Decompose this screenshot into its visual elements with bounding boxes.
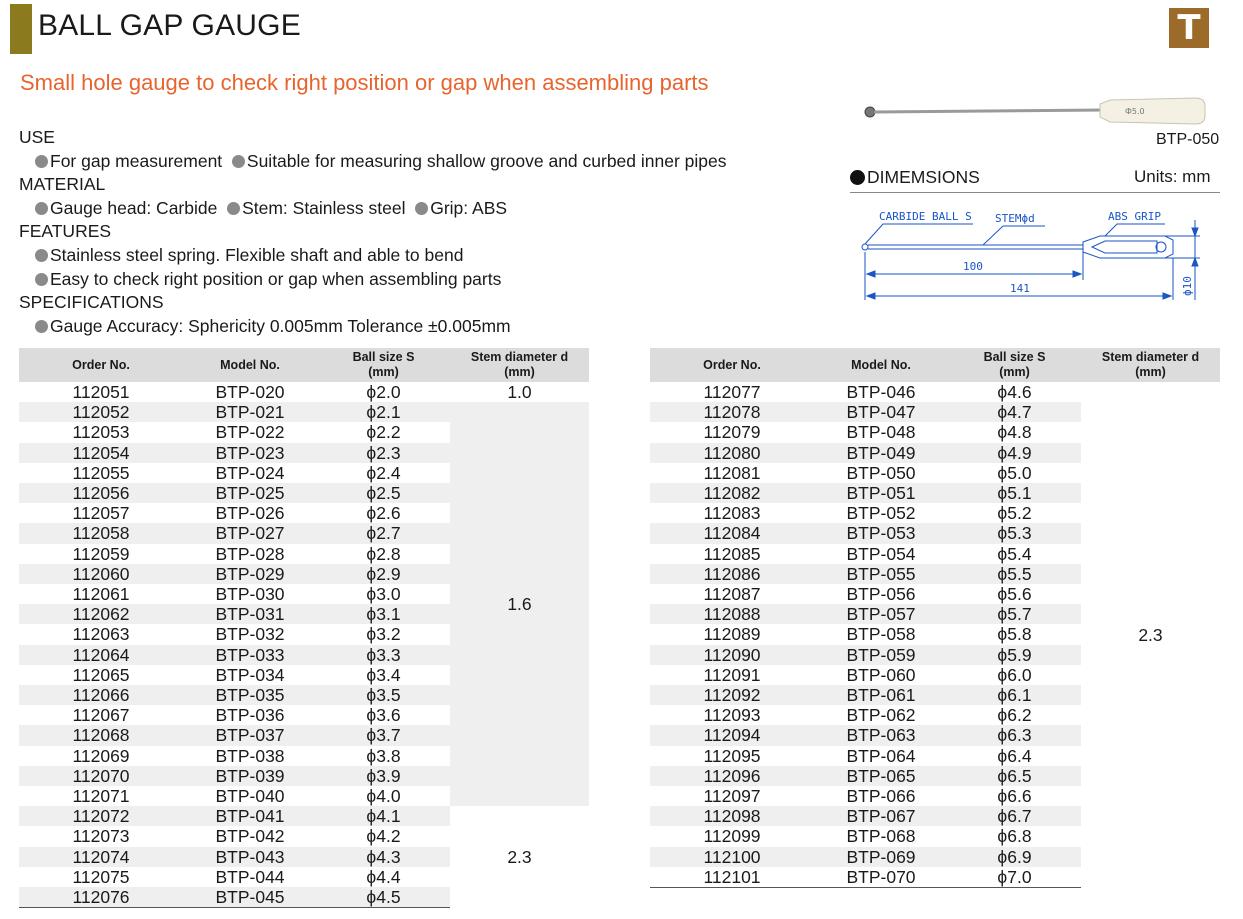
stem-column-header: Stem diameter d (mm) — [450, 348, 589, 382]
order-number-cell: 112071 — [72, 786, 130, 807]
model-number-cell: BTP-067 — [814, 806, 948, 826]
model-number-cell: BTP-029 — [183, 564, 317, 584]
table-header-row — [19, 348, 589, 382]
ball-size-cell: ϕ4.9 — [948, 443, 1081, 463]
model-number-cell: BTP-060 — [846, 664, 916, 685]
model-number-cell: BTP-062 — [846, 705, 916, 726]
order-number-cell: 112051 — [72, 382, 130, 402]
ball-size-cell: ϕ4.6 — [997, 382, 1032, 402]
length-141-label: 141 — [1010, 282, 1030, 295]
model-number-cell: BTP-068 — [846, 826, 916, 847]
model-number-cell: BTP-065 — [814, 766, 948, 786]
model-number-cell: BTP-056 — [846, 584, 916, 605]
ball-size-cell: ϕ4.0 — [366, 786, 401, 807]
order-number-cell: 112058 — [19, 523, 183, 543]
model-column-header: Model No. — [183, 348, 317, 382]
order-number-cell: 112074 — [19, 847, 183, 867]
ball-size-cell: ϕ2.7 — [317, 523, 450, 543]
order-number-cell: 112087 — [703, 584, 761, 605]
ball-size-cell: ϕ3.2 — [366, 624, 401, 645]
bullet-icon — [35, 155, 48, 168]
order-number-cell: 112054 — [19, 443, 183, 463]
order-number-cell: 112086 — [650, 564, 814, 584]
model-number-cell: BTP-036 — [215, 705, 285, 726]
ball-size-cell: ϕ5.5 — [948, 564, 1081, 584]
stem-diameter-cell: 2.3 — [1081, 382, 1220, 888]
ball-size-cell: ϕ5.4 — [997, 543, 1032, 564]
model-number-cell: BTP-044 — [215, 866, 285, 887]
order-number-cell: 112056 — [19, 483, 183, 503]
ball-size-cell: ϕ3.5 — [317, 685, 450, 705]
model-number-cell: BTP-035 — [183, 685, 317, 705]
feature-item — [19, 268, 727, 292]
grip-diameter-label: ϕ10 — [1181, 276, 1194, 296]
order-number-cell: 112096 — [650, 766, 814, 786]
ball-size-cell: ϕ5.6 — [997, 584, 1032, 605]
dimension-diagram — [855, 200, 1205, 310]
table-row — [19, 806, 589, 826]
ball-size-cell: ϕ3.7 — [317, 725, 450, 745]
features-heading: FEATURES — [19, 221, 112, 242]
material-heading: MATERIAL — [19, 174, 106, 195]
ball-size-cell: ϕ2.2 — [366, 422, 401, 443]
spec-text: Gauge Accuracy: Sphericity 0.005mm Tolerance ±0.005mm — [50, 315, 511, 336]
left-product-table — [19, 348, 589, 908]
ball-size-cell: ϕ6.2 — [997, 705, 1032, 726]
ball-size-cell: ϕ5.3 — [948, 523, 1081, 543]
order-number-cell: 112081 — [703, 462, 761, 483]
grip-label: ABS GRIP — [1108, 210, 1161, 223]
product-photo-label: BTP-050 — [1156, 131, 1220, 148]
bullet-icon — [850, 170, 865, 185]
table-row — [19, 382, 589, 402]
order-number-cell: 112059 — [72, 543, 130, 564]
ball-size-cell: ϕ4.3 — [317, 847, 450, 867]
feature-text: Easy to check right position or gap when assembling parts — [50, 268, 502, 289]
ball-size-cell: ϕ4.2 — [366, 826, 401, 847]
material-line — [19, 197, 727, 221]
ball-size-cell: ϕ5.8 — [997, 624, 1032, 645]
model-number-cell: BTP-054 — [846, 543, 916, 564]
model-number-cell: BTP-063 — [814, 725, 948, 745]
model-number-cell: BTP-028 — [215, 543, 285, 564]
material-item: Grip: ABS — [430, 197, 508, 218]
ball-size-cell: ϕ5.9 — [948, 645, 1081, 665]
ball-size-cell: ϕ2.3 — [317, 443, 450, 463]
order-number-cell: 112084 — [650, 523, 814, 543]
bullet-icon — [227, 202, 240, 215]
ball-size-cell: ϕ2.6 — [366, 503, 401, 524]
order-column-header: Order No. — [650, 348, 814, 382]
ball-size-cell: ϕ6.6 — [997, 786, 1032, 807]
model-number-cell: BTP-034 — [215, 664, 285, 685]
specifications-heading: SPECIFICATIONS — [19, 292, 164, 313]
model-number-cell: BTP-043 — [183, 847, 317, 867]
ball-size-cell: ϕ6.0 — [997, 664, 1032, 685]
title-accent-bar — [10, 4, 32, 54]
order-number-cell: 112094 — [650, 725, 814, 745]
order-number-cell: 112080 — [650, 443, 814, 463]
order-number-cell: 112057 — [72, 503, 130, 524]
ball-size-cell: ϕ3.9 — [317, 766, 450, 786]
table-header-row — [650, 348, 1220, 382]
model-number-cell: BTP-021 — [183, 402, 317, 422]
model-number-cell: BTP-031 — [183, 604, 317, 624]
model-number-cell: BTP-045 — [183, 887, 317, 908]
model-number-cell: BTP-053 — [814, 523, 948, 543]
model-number-cell: BTP-030 — [215, 584, 285, 605]
ball-size-cell: ϕ4.1 — [317, 806, 450, 826]
ball-size-cell: ϕ4.7 — [948, 402, 1081, 422]
model-number-cell: BTP-025 — [183, 483, 317, 503]
order-number-cell: 112098 — [650, 806, 814, 826]
units-label: Units: mm — [1134, 167, 1211, 186]
stem-column-header: Stem diameter d (mm) — [1081, 348, 1220, 382]
order-number-cell: 112090 — [650, 645, 814, 665]
order-number-cell: 112101 — [650, 867, 814, 888]
ball-size-cell: ϕ6.5 — [948, 766, 1081, 786]
order-number-cell: 112064 — [19, 645, 183, 665]
model-number-cell: BTP-049 — [814, 443, 948, 463]
model-number-cell: BTP-050 — [846, 462, 916, 483]
model-number-cell: BTP-058 — [846, 624, 916, 645]
ball-size-cell: ϕ6.1 — [948, 685, 1081, 705]
model-number-cell: BTP-033 — [183, 645, 317, 665]
order-number-cell: 112072 — [19, 806, 183, 826]
model-number-cell: BTP-066 — [846, 786, 916, 807]
model-number-cell: BTP-059 — [814, 645, 948, 665]
ball-size-cell: ϕ7.0 — [948, 867, 1081, 888]
order-number-cell: 112068 — [19, 725, 183, 745]
stem-diameter-cell: 2.3 — [450, 806, 589, 908]
spec-item — [19, 315, 727, 339]
model-number-cell: BTP-070 — [814, 867, 948, 888]
order-number-cell: 112088 — [650, 604, 814, 624]
order-number-cell: 112067 — [72, 705, 130, 726]
ball-size-cell: ϕ2.1 — [317, 402, 450, 422]
order-column-header: Order No. — [19, 348, 183, 382]
order-number-cell: 112066 — [19, 685, 183, 705]
order-number-cell: 112079 — [703, 422, 761, 443]
order-number-cell: 112061 — [72, 584, 130, 605]
use-line — [19, 150, 727, 174]
ball-size-cell: ϕ5.1 — [948, 483, 1081, 503]
ball-size-cell: ϕ6.3 — [948, 725, 1081, 745]
order-number-cell: 112082 — [650, 483, 814, 503]
ball-size-cell: ϕ6.7 — [948, 806, 1081, 826]
model-number-cell: BTP-026 — [215, 503, 285, 524]
order-number-cell: 112091 — [703, 664, 761, 685]
use-heading: USE — [19, 127, 55, 147]
ball-size-cell: ϕ6.4 — [997, 745, 1032, 766]
page-subtitle: Small hole gauge to check right position or gap when assembling parts — [20, 70, 709, 95]
length-100-label: 100 — [963, 260, 983, 273]
order-number-cell: 112095 — [703, 745, 761, 766]
ball-size-cell: ϕ2.9 — [317, 564, 450, 584]
page-title: BALL GAP GAUGE — [38, 9, 301, 42]
dimensions-heading — [850, 167, 980, 188]
order-number-cell: 112077 — [703, 382, 761, 402]
order-number-cell: 112076 — [19, 887, 183, 908]
model-number-cell: BTP-039 — [183, 766, 317, 786]
order-number-cell: 112053 — [72, 422, 130, 443]
order-number-cell: 112097 — [703, 786, 761, 807]
right-product-table — [650, 348, 1220, 888]
ball-size-cell: ϕ4.4 — [366, 866, 401, 887]
bullet-icon — [415, 202, 428, 215]
order-number-cell: 112083 — [703, 503, 761, 524]
order-number-cell: 112065 — [72, 664, 130, 685]
ball-size-cell: ϕ4.5 — [317, 887, 450, 908]
model-number-cell: BTP-027 — [183, 523, 317, 543]
grip-text: Ф5.0 — [1125, 107, 1145, 116]
model-number-cell: BTP-042 — [215, 826, 285, 847]
bullet-icon — [35, 249, 48, 262]
stem-diameter-cell: 1.0 — [450, 382, 589, 402]
model-number-cell: BTP-051 — [814, 483, 948, 503]
material-item: Stem: Stainless steel — [242, 197, 406, 218]
model-number-cell: BTP-061 — [814, 685, 948, 705]
table-row — [19, 402, 589, 422]
material-item: Gauge head: Carbide — [50, 197, 218, 218]
order-number-cell: 112092 — [650, 685, 814, 705]
order-number-cell: 112085 — [703, 543, 761, 564]
feature-text: Stainless steel spring. Flexible shaft and able to bend — [50, 244, 464, 265]
model-number-cell: BTP-057 — [814, 604, 948, 624]
model-number-cell: BTP-024 — [215, 462, 285, 483]
ball-size-cell: ϕ6.8 — [997, 826, 1032, 847]
ball-size-cell: ϕ3.8 — [366, 745, 401, 766]
ball-size-cell: ϕ3.1 — [317, 604, 450, 624]
model-number-cell: BTP-055 — [814, 564, 948, 584]
stem-diameter-cell: 1.6 — [450, 402, 589, 806]
model-number-cell: BTP-040 — [215, 786, 285, 807]
dimensions-heading-text: DIMEMSIONS — [867, 167, 980, 187]
ball-size-cell: ϕ5.7 — [948, 604, 1081, 624]
model-number-cell: BTP-064 — [846, 745, 916, 766]
ball-size-cell: ϕ6.9 — [948, 847, 1081, 867]
ball-size-cell: ϕ3.0 — [366, 584, 401, 605]
model-number-cell: BTP-020 — [215, 382, 285, 402]
bullet-icon — [35, 320, 48, 333]
spec-section — [19, 126, 727, 338]
order-number-cell: 112069 — [72, 745, 130, 766]
model-number-cell: BTP-069 — [814, 847, 948, 867]
model-number-cell: BTP-047 — [814, 402, 948, 422]
ball-size-cell: ϕ3.6 — [366, 705, 401, 726]
stem-label: STEMϕd — [995, 212, 1035, 225]
bullet-icon — [35, 202, 48, 215]
order-number-cell: 112073 — [72, 826, 130, 847]
product-photo — [860, 92, 1220, 132]
model-number-cell: BTP-038 — [215, 745, 285, 766]
ball-size-cell: ϕ4.8 — [997, 422, 1032, 443]
ball-size-cell: ϕ3.3 — [317, 645, 450, 665]
order-number-cell: 112089 — [703, 624, 761, 645]
ball-label: CARBIDE BALL S — [879, 210, 972, 223]
model-number-cell: BTP-037 — [183, 725, 317, 745]
order-number-cell: 112055 — [72, 462, 130, 483]
bullet-icon — [232, 155, 245, 168]
order-number-cell: 112075 — [72, 866, 130, 887]
order-number-cell: 112099 — [703, 826, 761, 847]
order-number-cell: 112078 — [650, 402, 814, 422]
model-number-cell: BTP-032 — [215, 624, 285, 645]
ball-column-header: Ball size S (mm) — [948, 348, 1081, 382]
table-row — [650, 382, 1220, 402]
model-number-cell: BTP-041 — [183, 806, 317, 826]
model-column-header: Model No. — [814, 348, 948, 382]
order-number-cell: 112052 — [19, 402, 183, 422]
model-number-cell: BTP-046 — [846, 382, 916, 402]
ball-column-header: Ball size S (mm) — [317, 348, 450, 382]
order-number-cell: 112060 — [19, 564, 183, 584]
model-number-cell: BTP-052 — [846, 503, 916, 524]
order-number-cell: 112093 — [703, 705, 761, 726]
ball-size-cell: ϕ5.0 — [997, 462, 1032, 483]
ball-size-cell: ϕ2.8 — [366, 543, 401, 564]
ball-size-cell: ϕ2.0 — [366, 382, 401, 402]
bullet-icon — [35, 273, 48, 286]
feature-item — [19, 244, 727, 268]
ball-size-cell: ϕ3.4 — [366, 664, 401, 685]
dimensions-divider — [850, 192, 1220, 193]
model-number-cell: BTP-023 — [183, 443, 317, 463]
use-item: Suitable for measuring shallow groove and curbed inner pipes — [246, 150, 727, 171]
category-badge: T — [1169, 8, 1209, 48]
model-number-cell: BTP-048 — [846, 422, 916, 443]
order-number-cell: 112100 — [650, 847, 814, 867]
ball-size-cell: ϕ2.5 — [317, 483, 450, 503]
ball-size-cell: ϕ5.2 — [997, 503, 1032, 524]
use-item: For gap measurement — [50, 150, 223, 171]
model-number-cell: BTP-022 — [215, 422, 285, 443]
order-number-cell: 112062 — [19, 604, 183, 624]
order-number-cell: 112063 — [72, 624, 130, 645]
ball-size-cell: ϕ2.4 — [366, 462, 401, 483]
order-number-cell: 112070 — [19, 766, 183, 786]
